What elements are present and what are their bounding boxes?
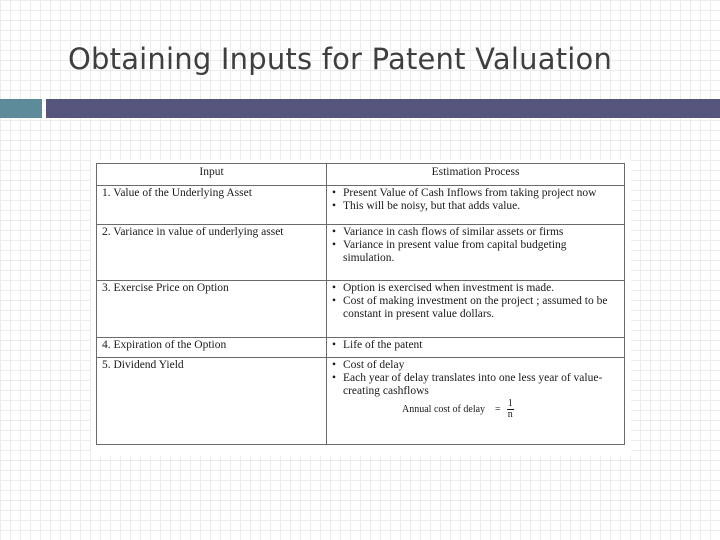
cost-of-delay-formula [402, 399, 619, 420]
row-input-label: 2. Variance in value of underlying asset [97, 224, 327, 280]
process-bullet: • Cost of delay [332, 359, 619, 372]
table-row [97, 224, 625, 280]
table-row [97, 186, 625, 225]
header-estimation-process: Estimation Process [327, 164, 625, 186]
formula-denominator: n [507, 409, 513, 421]
table-header-row [97, 164, 625, 186]
row-input-label: 4. Expiration of the Option [97, 337, 327, 358]
process-bullet: • Option is exercised when investment is made. [332, 282, 619, 295]
table-row [97, 281, 625, 337]
process-bullet: • Cost of making investment on the project ; assumed to be constant in present value dollars. [332, 295, 619, 321]
formula-numerator: 1 [507, 398, 513, 410]
header-input: Input [97, 164, 327, 186]
formula-label: Annual cost of delay [402, 404, 486, 416]
process-bullet: • Each year of delay translates into one less year of value-creating cashflows [332, 372, 619, 398]
process-bullet: • This will be noisy, but that adds value. [332, 200, 619, 213]
table-row [97, 337, 625, 358]
row-input-label: 5. Dividend Yield [97, 358, 327, 445]
row-process [327, 224, 625, 280]
slide-title: Obtaining Inputs for Patent Valuation [68, 42, 613, 76]
process-bullet: • Variance in present value from capital budgeting simulation. [332, 239, 619, 265]
row-process [327, 186, 625, 225]
process-bullet: • Present Value of Cash Inflows from taking project now [332, 187, 619, 200]
row-input-label: 1. Value of the Underlying Asset [97, 186, 327, 225]
table-row [97, 358, 625, 445]
row-process [327, 337, 625, 358]
formula-equals: = [495, 404, 501, 416]
process-bullet: • Variance in cash flows of similar assets or firms [332, 226, 619, 239]
table-image [91, 160, 631, 456]
row-input-label: 3. Exercise Price on Option [97, 281, 327, 337]
process-bullet: • Life of the patent [332, 339, 619, 352]
inputs-table [96, 163, 625, 445]
formula-fraction [507, 399, 514, 420]
row-process [327, 281, 625, 337]
row-process [327, 358, 625, 445]
accent-bar-teal [0, 99, 42, 118]
accent-bar-navy [46, 99, 720, 118]
